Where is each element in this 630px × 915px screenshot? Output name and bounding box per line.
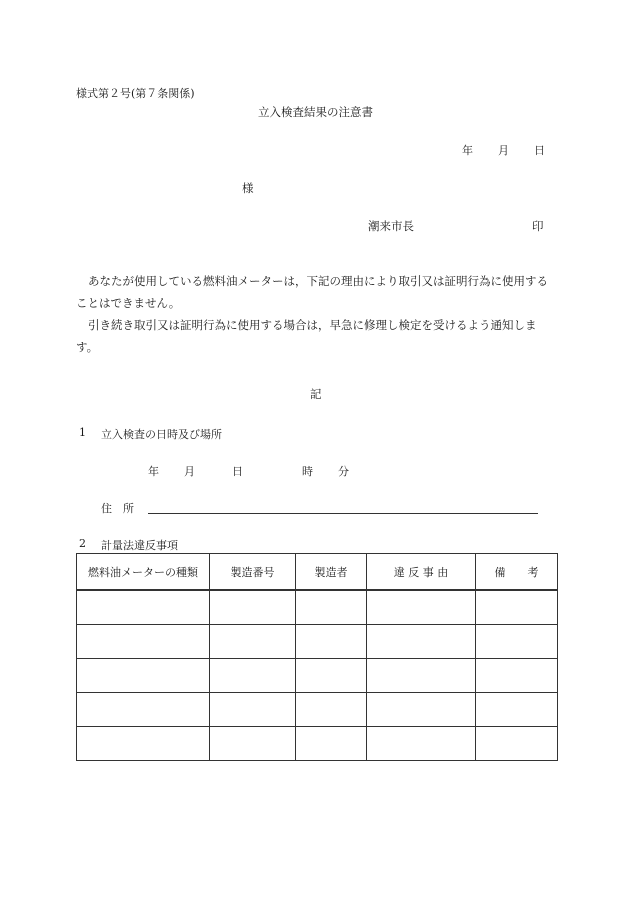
table-cell[interactable]	[210, 693, 296, 727]
table-row	[77, 727, 558, 761]
table-cell[interactable]	[77, 625, 210, 659]
address-label: 住 所	[101, 502, 134, 515]
table-cell[interactable]	[476, 625, 558, 659]
violation-table-body	[77, 590, 558, 761]
inspection-day-label: 日	[232, 465, 243, 478]
table-cell[interactable]	[367, 590, 476, 625]
table-cell[interactable]	[476, 693, 558, 727]
table-cell[interactable]	[210, 727, 296, 761]
table-cell[interactable]	[476, 659, 558, 693]
column-header-remarks: 備 考	[476, 554, 558, 591]
table-cell[interactable]	[210, 659, 296, 693]
inspection-minute-label: 分	[338, 465, 349, 478]
column-header-serial-number: 製造番号	[210, 554, 296, 591]
table-cell[interactable]	[367, 659, 476, 693]
table-row	[77, 625, 558, 659]
table-cell[interactable]	[296, 659, 367, 693]
table-cell[interactable]	[367, 727, 476, 761]
table-cell[interactable]	[210, 590, 296, 625]
section-1-number: 1	[79, 426, 86, 439]
form-label: 様式第２号(第７条関係)	[76, 87, 195, 100]
inspection-year-label: 年	[148, 465, 159, 478]
table-row	[77, 590, 558, 625]
date-month-label: 月	[498, 144, 509, 157]
document-title: 立入検査結果の注意書	[258, 105, 373, 119]
table-cell[interactable]	[77, 659, 210, 693]
table-cell[interactable]	[476, 727, 558, 761]
table-cell[interactable]	[210, 625, 296, 659]
table-cell[interactable]	[77, 693, 210, 727]
issuer-name: 潮来市長	[368, 219, 414, 233]
issuer-seal: 印	[532, 219, 544, 233]
column-header-violation-reason: 違 反 事 由	[367, 554, 476, 591]
address-fill-line	[148, 513, 538, 514]
section-1-heading: 立入検査の日時及び場所	[101, 428, 222, 441]
table-cell[interactable]	[296, 625, 367, 659]
body-paragraph-1: あなたが使用している燃料油メーターは，下記の理由により取引又は証明行為に使用することはできません。	[76, 274, 548, 310]
table-cell[interactable]	[296, 693, 367, 727]
column-header-manufacturer: 製造者	[296, 554, 367, 591]
column-header-meter-type: 燃料油メーターの種類	[77, 554, 210, 591]
date-day-label: 日	[534, 144, 545, 157]
table-row	[77, 659, 558, 693]
table-cell[interactable]	[367, 625, 476, 659]
violation-table	[76, 553, 558, 761]
table-cell[interactable]	[296, 727, 367, 761]
violation-table-header	[77, 554, 558, 591]
table-cell[interactable]	[367, 693, 476, 727]
section-2-number: 2	[79, 537, 86, 550]
table-cell[interactable]	[476, 590, 558, 625]
table-cell[interactable]	[296, 590, 367, 625]
table-row	[77, 693, 558, 727]
ki-heading: 記	[310, 387, 322, 401]
date-year-label: 年	[462, 144, 473, 157]
section-2-heading: 計量法違反事項	[101, 539, 178, 552]
inspection-hour-label: 時	[302, 465, 313, 478]
table-cell[interactable]	[77, 727, 210, 761]
inspection-month-label: 月	[184, 465, 195, 478]
table-cell[interactable]	[77, 590, 210, 625]
recipient-suffix: 様	[242, 181, 254, 195]
body-paragraph-2: 引き続き取引又は証明行為に使用する場合は，早急に修理し検定を受けるよう通知します。	[76, 318, 537, 354]
